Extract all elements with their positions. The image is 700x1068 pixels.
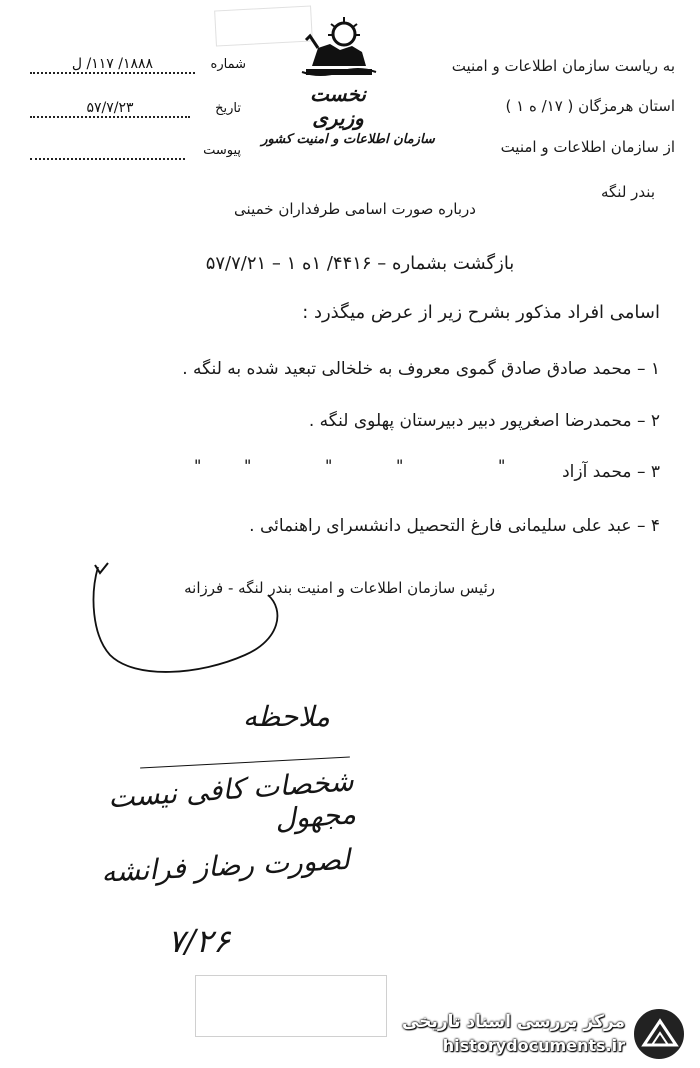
watermark-title: مرکز بررسی اسناد تاریخی bbox=[402, 1012, 625, 1032]
handwritten-note-2: شخصات کافی نیست مجهول bbox=[107, 764, 357, 836]
bottom-stamp-smudge bbox=[195, 975, 387, 1037]
to-line: به ریاست سازمان اطلاعات و امنیت bbox=[451, 57, 675, 75]
handwritten-note-1: ملاحظه bbox=[243, 700, 330, 733]
date-label: تاریخ bbox=[215, 101, 241, 116]
ditto-mark: " bbox=[498, 456, 506, 475]
number-label: شماره bbox=[210, 57, 246, 72]
from-line: از سازمان اطلاعات و امنیت bbox=[500, 138, 675, 156]
attachment-blank bbox=[30, 158, 185, 160]
list-item: ۱ – محمد صادق صادق گموی معروف به خلخالی تبعید شده به لنگه . bbox=[182, 359, 660, 379]
ditto-mark: " bbox=[396, 456, 404, 475]
number-value: ۱۸۸۸/ ۱۱۷/ ل bbox=[30, 56, 195, 74]
signature-scribble-icon bbox=[80, 555, 290, 685]
list-item: ۲ – محمدرضا اصغرپور دبیر دبیرستان پهلوی لنگه . bbox=[308, 411, 660, 431]
emblem-subtitle: سازمان اطلاعات و امنیت کشور bbox=[261, 132, 435, 147]
province-line: استان هرمزگان ( ۱۷/ ه ۱ ) bbox=[505, 97, 675, 115]
list-item: ۳ – محمد آزاد bbox=[562, 462, 660, 482]
ditto-mark: " bbox=[325, 456, 333, 475]
ditto-mark: " bbox=[244, 456, 252, 475]
reference-line: بازگشت بشماره – ۴۴۱۶/ ۱ه ۱ – ۵۷/۷/۲۱ bbox=[205, 253, 515, 274]
top-stamp-smudge bbox=[214, 5, 313, 46]
watermark-site: historydocuments.ir bbox=[442, 1036, 625, 1055]
attachment-label: پیوست bbox=[203, 143, 241, 158]
archive-logo-icon bbox=[630, 1005, 688, 1063]
date-value: ۵۷/۷/۲۳ bbox=[30, 100, 190, 118]
handwritten-note-3: لصورت رضاز فرانشه bbox=[100, 842, 351, 889]
intro-line: اسامی افراد مذکور بشرح زیر از عرض میگذرد : bbox=[302, 302, 660, 323]
subject-line: درباره صورت اسامی طرفداران خمینی bbox=[234, 200, 476, 218]
signature-line: رئیس سازمان اطلاعات و امنیت بندر لنگه - فرزانه bbox=[184, 579, 495, 597]
ditto-mark: " bbox=[194, 456, 202, 475]
list-item: ۴ – عبد علی سلیمانی فارغ التحصیل دانشسرای راهنمائی . bbox=[249, 516, 660, 536]
emblem-title: نخست وزیری bbox=[310, 82, 366, 130]
handwritten-date: ۷/۲۶ bbox=[167, 922, 230, 960]
city-line: بندر لنگه bbox=[600, 183, 655, 201]
